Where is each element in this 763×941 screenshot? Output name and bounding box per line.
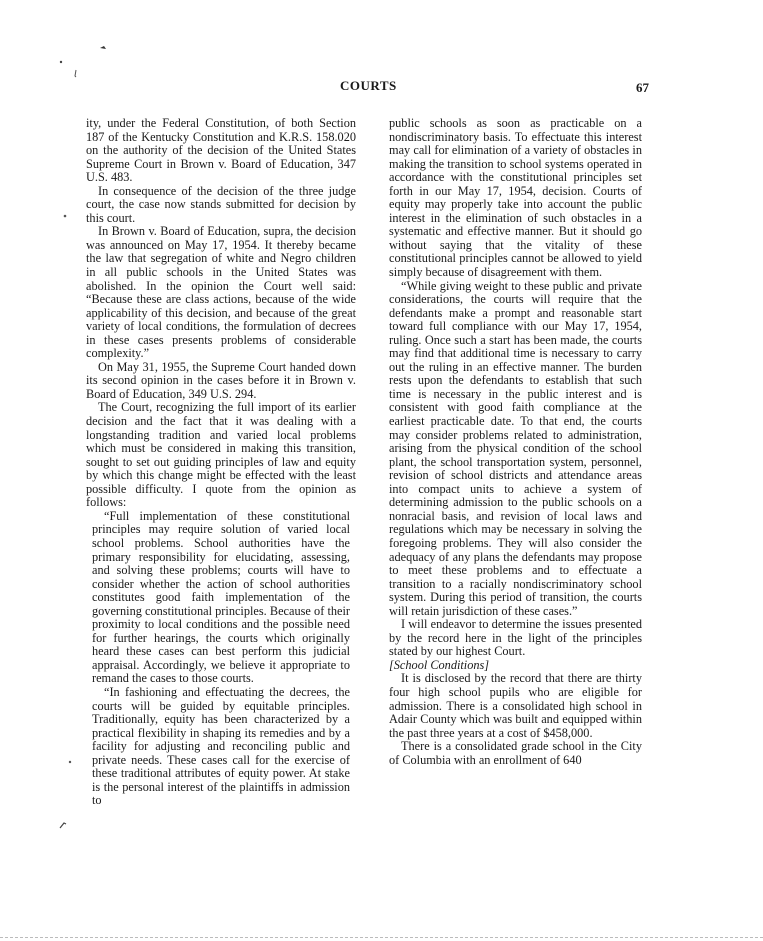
- page-number: 67: [636, 80, 649, 95]
- paragraph: It is disclosed by the record that there are thirty four high school pupils who are eligible for admission. There is a consolidated high school in Adair County which was built and equipped within the past three years at a cost of $458,000.: [389, 671, 642, 740]
- scan-speck: [60, 61, 62, 63]
- paragraph: There is a consolidated grade school in the City of Columbia with an enrollment of 640: [389, 739, 642, 767]
- paragraph: The Court, recognizing the full import of its earlier decision and the fact that it was dealing with a longstanding tradition and varied local problems which must be considered in making this transition, sought to set out guiding principles of law and equity by which this change might be effected with the least possible difficulty. I quote from the opinion as follows:: [86, 400, 356, 510]
- scan-edge-line: [0, 937, 763, 939]
- paragraph: In Brown v. Board of Education, supra, the decision was announced on May 17, 1954. It thereby became the law that segregation of white and Negro children in all public schools in the United States was abolished. In the opinion the Court well said: “Because these are class actions, because of the wide applicability of this decision, and because of the great variety of local conditions, the formulation of decrees in these cases presents problems of considerable complexity.”: [86, 224, 356, 361]
- block-quote-paragraph: public schools as soon as practicable on a nondiscriminatory basis. To effectuate this interest may call for elimination of a variety of obstacles in making the transition to school systems operated in accordance with the constitutional principles set forth in our May 17, 1954, decision. Courts of equity may properly take into account the public interest in the elimination of such obstacles in a systematic and effective manner. But it should go without saying that the vitality of these constitutional principles cannot be allowed to yield simply because of disagreement with them.: [389, 116, 642, 280]
- running-head: [0, 78, 763, 98]
- scan-speck: [75, 70, 76, 77]
- scan-speck: [64, 215, 67, 218]
- paragraph: On May 31, 1955, the Supreme Court handed down its second opinion in the cases before it in Brown v. Board of Education, 349 U.S. 294.: [86, 359, 356, 401]
- block-quote-paragraph: “In fashioning and effectuating the decrees, the courts will be guided by equitable principles. Traditionally, equity has been characterized by a practical flexibility in shaping its remedies and by a facility for adjusting and reconciling public and private needs. These cases call for the exercise of these traditional attributes of equity power. At stake is the personal interest of the plaintiffs in admission to: [92, 684, 350, 808]
- paragraph: I will endeavor to determine the issues presented by the record here in the light of the principles stated by our highest Court.: [389, 617, 642, 659]
- block-quote-paragraph: “While giving weight to these public and private considerations, the courts will require that the defendants make a prompt and reasonable start toward full compliance with our May 17, 1954, ruling. Once such a start has been made, the courts may find that additional time is necessary to carry out the ruling in an effective manner. The burden rests upon the defendants to establish that such time is necessary in the public interest and is consistent with good faith compliance at the earliest practicable date. To that end, the courts may consider problems related to administration, arising from the physical condition of the school plant, the school transportation system, personnel, revision of school districts and attendance areas into compact units to achieve a system of determining admission to the public schools on a nonracial basis, and revision of local laws and regulations which may be necessary in solving the foregoing problems. They will also consider the adequacy of any plans the defendants may propose to meet these problems and to effectuate a transition to a racially nondiscriminatory school system. During this period of transition, the courts will retain jurisdiction of these cases.”: [389, 278, 642, 618]
- paragraph: In consequence of the decision of the three judge court, the case now stands submitted for decision by this court.: [86, 183, 356, 225]
- right-column: [389, 117, 642, 767]
- scan-speck: [69, 761, 71, 763]
- section-heading: [School Conditions]: [389, 657, 490, 672]
- left-column: [86, 117, 356, 808]
- scan-speck: [100, 46, 106, 49]
- scan-speck: [60, 823, 66, 828]
- block-quote-paragraph: “Full implementation of these constitutional principles may require solution of varied local school problems. School authorities have the primary responsibility for elucidating, assessing, and solving these problems; courts will have to consider whether the action of school authorities constitutes good faith implementation of the governing constitutional principles. Because of their proximity to local conditions and the possible need for further hearings, the courts which originally heard these cases can best perform this judicial appraisal. Accordingly, we believe it appropriate to remand the cases to those courts.: [92, 508, 350, 686]
- running-head-title: COURTS: [340, 78, 397, 93]
- paragraph: ity, under the Federal Constitution, of both Section 187 of the Kentucky Constitution and K.R.S. 158.020 on the authority of the decision of the United States Supreme Court in Brown v. Board of Education, 347 U.S. 483.: [86, 116, 356, 185]
